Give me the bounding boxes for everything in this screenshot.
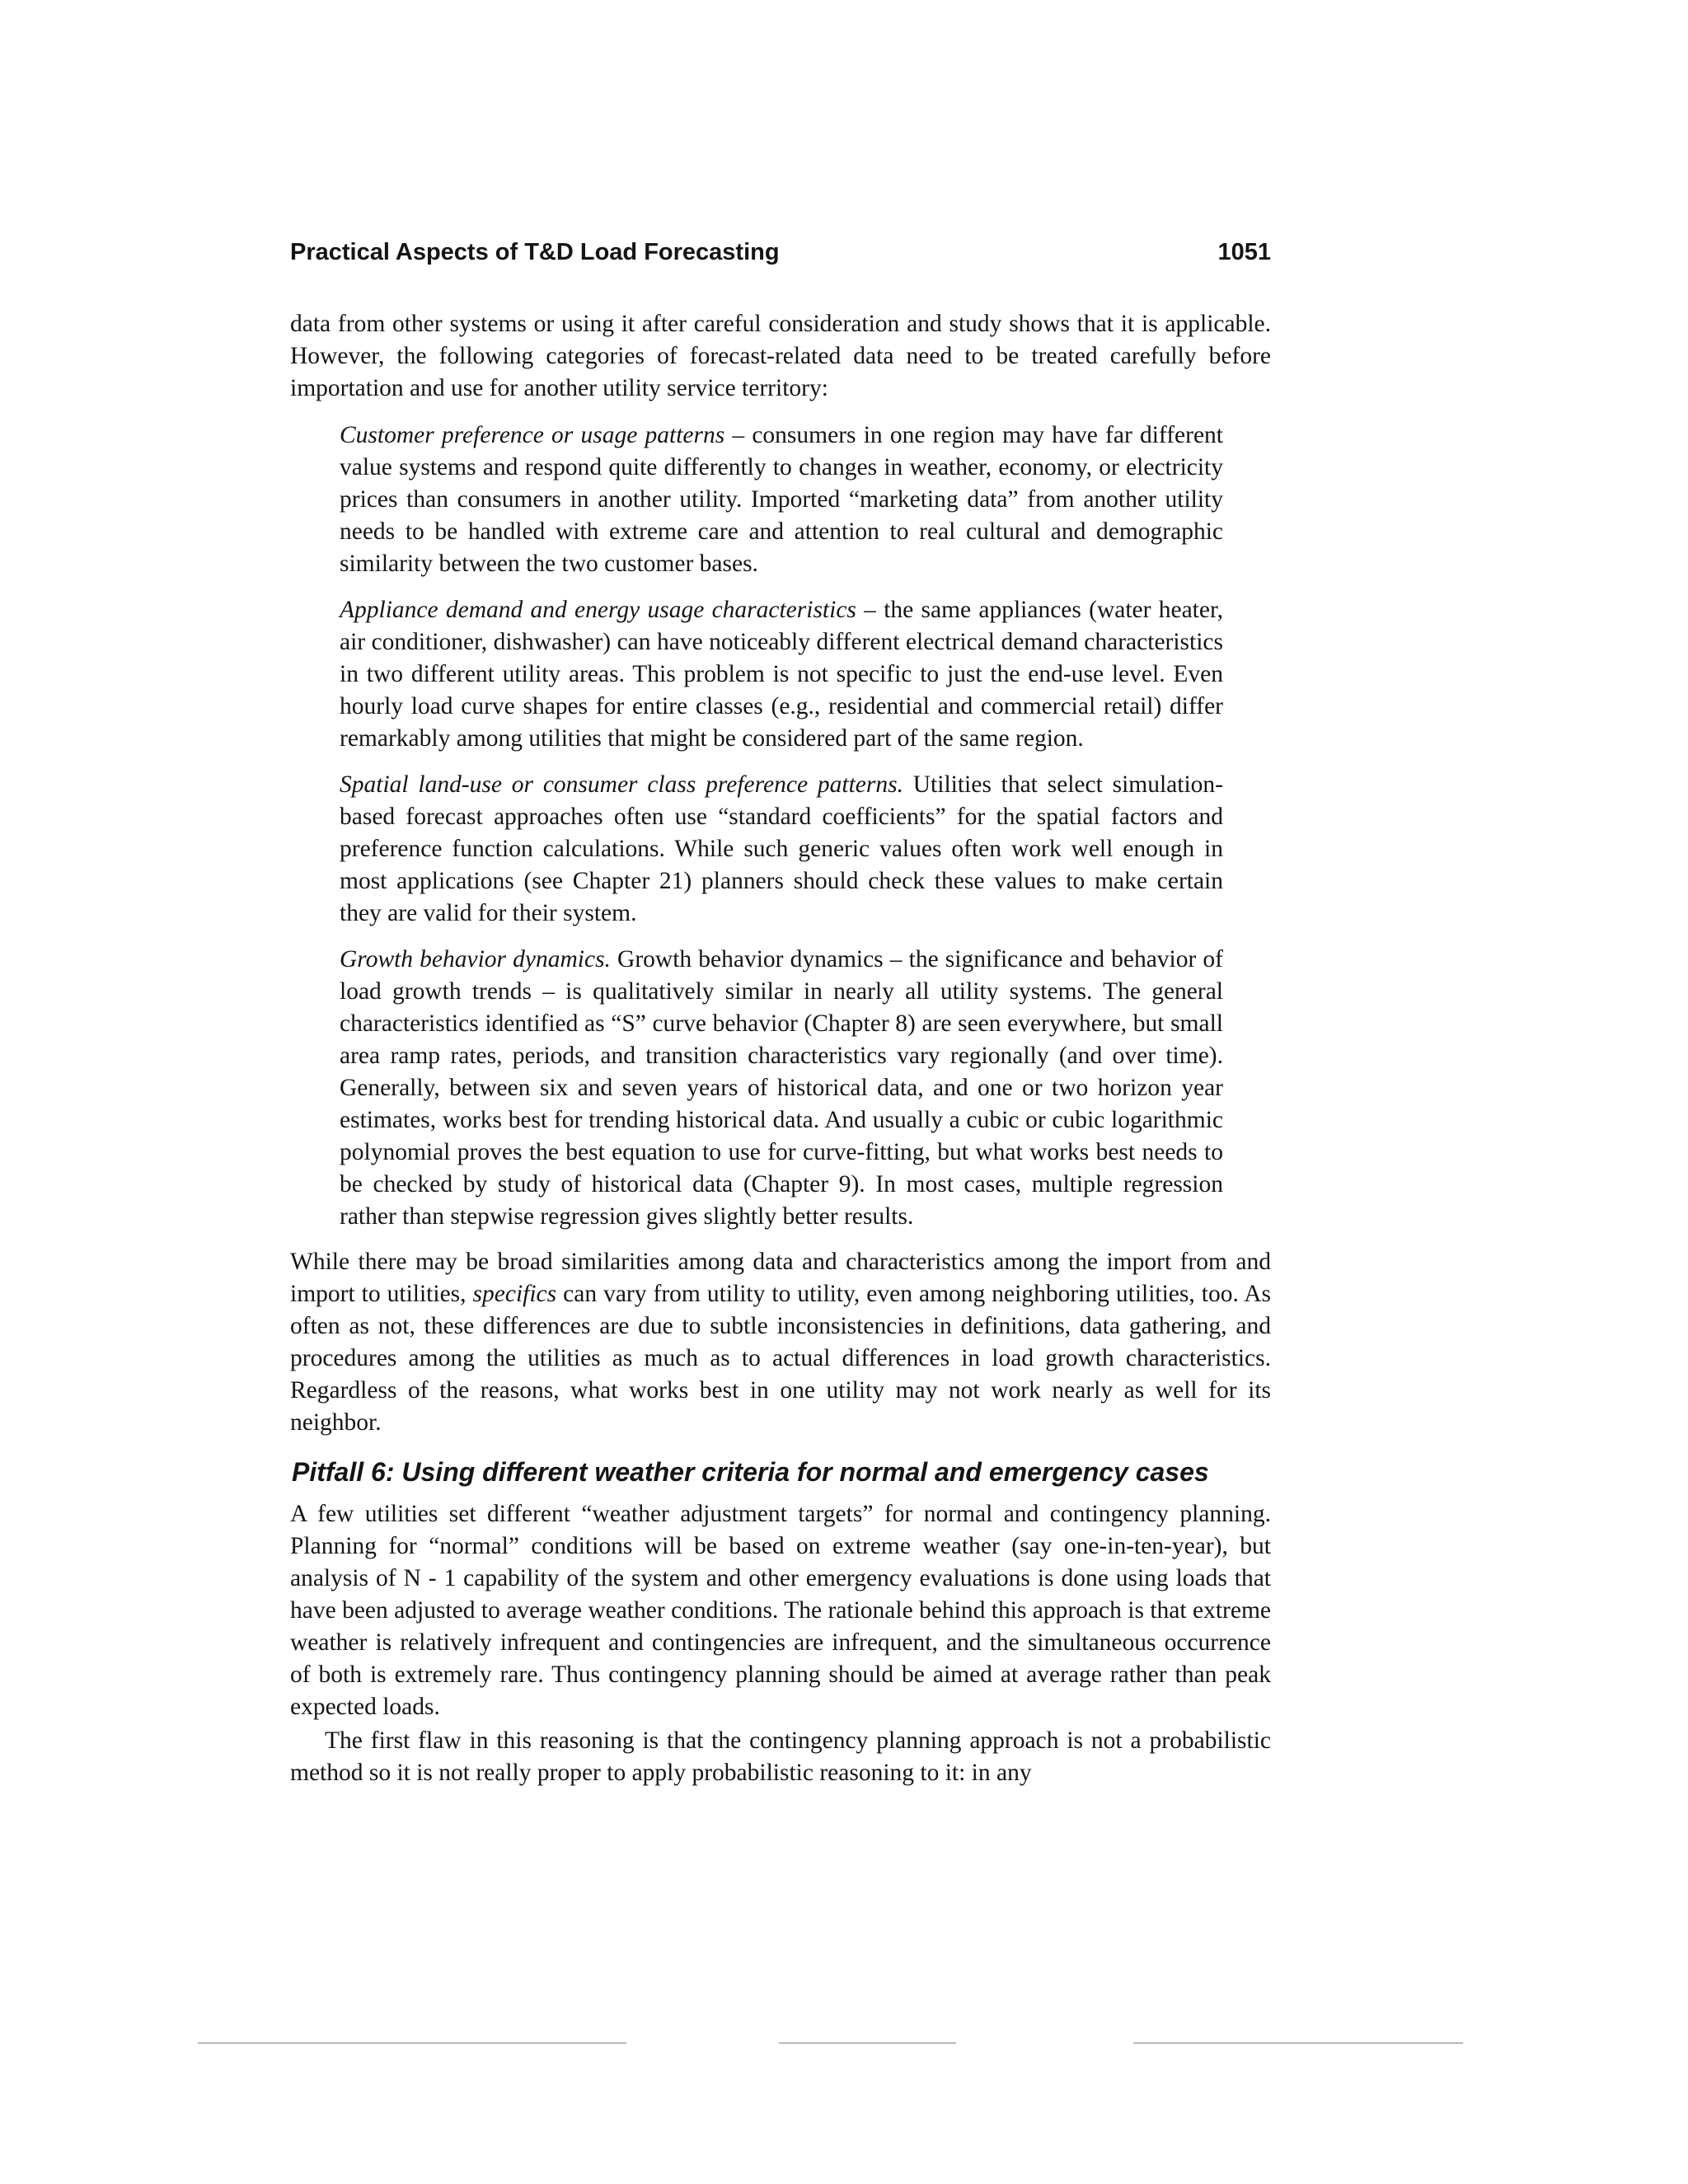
list-item-text: the same appliances (water heater, air conditioner, dishwasher) can have noticeably different electrical demand characteristics in two different utility areas. This problem is not specific to just the end-use level. Even hourly load curve shapes for entire classes (e.g., residential and commercial retail) differ remarkably among utilities that might be considered part of the same region. bbox=[340, 597, 1223, 752]
list-item-text: Utilities that select simulation-based forecast approaches often use “standard coefficients” for the spatial factors and preference function calculations. While such generic values often work well enough in most applications (see Chapter 21) planners should check these values to make certain they are valid for their system. bbox=[340, 771, 1223, 926]
list-item-lead: Appliance demand and energy usage characteristics – bbox=[340, 597, 876, 623]
page-number: 1051 bbox=[1217, 239, 1271, 265]
scan-artifact-line bbox=[198, 2042, 626, 2044]
list-item bbox=[340, 944, 1223, 1233]
summary-text-start: While there may be broad similarities among data and characteristics among the import from and import to utilities, bbox=[290, 1249, 1271, 1307]
section-paragraph: The first flaw in this reasoning is that the contingency planning approach is not a probabilistic method so it is not really proper to apply probabilistic reasoning to it: in any bbox=[290, 1727, 1271, 1786]
list-item-lead: Spatial land-use or consumer class preference patterns. bbox=[340, 771, 903, 798]
summary-paragraph bbox=[290, 1246, 1271, 1439]
section-heading: Pitfall 6: Using different weather criteria for normal and emergency cases bbox=[292, 1457, 1209, 1487]
list-item bbox=[340, 419, 1223, 580]
scan-artifact-line bbox=[779, 2042, 956, 2044]
summary-emphasis: specifics bbox=[472, 1281, 557, 1307]
intro-paragraph: data from other systems or using it after careful consideration and study shows that it is applicable. However, the following categories of forecast-related data need to be treated carefully before importation and use for another utility service territory: bbox=[290, 311, 1271, 401]
list-item-text: Growth behavior dynamics – the significance and behavior of load growth trends – is qualitatively similar in nearly all utility systems. The general characteristics identified as “S” curve behavior (Chapter 8) are seen everywhere, but small area ramp rates, periods, and transition characteristics vary regionally (and over time). Generally, between six and seven years of historical data, and one or two horizon year estimates, works best for trending historical data. And usually a cubic or cubic logarithmic polynomial proves the best equation to use for curve-fitting, but what works best needs to be checked by study of historical data (Chapter 9). In most cases, multiple regression rather than stepwise regression gives slightly better results. bbox=[340, 946, 1223, 1230]
list-item-lead: Customer preference or usage patterns – bbox=[340, 422, 745, 448]
list-item-text: consumers in one region may have far different value systems and respond quite differently to changes in weather, economy, or electricity prices than consumers in another utility. Imported “marketing data” from another utility needs to be handled with extreme care and attention to real cultural and demographic similarity between the two customer bases. bbox=[340, 422, 1223, 577]
running-header bbox=[290, 234, 1271, 270]
list-item-lead: Growth behavior dynamics. bbox=[340, 946, 611, 972]
list-item bbox=[340, 769, 1223, 930]
summary-text-end: can vary from utility to utility, even among neighboring utilities, too. As often as not, these differences are due to subtle inconsistencies in definitions, data gathering, and procedures among the utilities as much as to actual differences in load growth characteristics. Regardless of the reasons, what works best in one utility may not work nearly as well for its neighbor. bbox=[290, 1281, 1272, 1436]
list-item bbox=[340, 594, 1223, 755]
book-page bbox=[290, 234, 1271, 1789]
running-title: Practical Aspects of T&D Load Forecasting bbox=[290, 239, 780, 265]
section-paragraph: A few utilities set different “weather adjustment targets” for normal and contingency planning. Planning for “normal” conditions will be based on extreme weather (say one-in-ten-year), but analysis of N - 1 capability of the system and other emergency evaluations is done using loads that have been adjusted to average weather conditions. The rationale behind this approach is that extreme weather is relatively infrequent and contingencies are infrequent, and the simultaneous occurrence of both is extremely rare. Thus contingency planning should be aimed at average rather than peak expected loads. bbox=[290, 1501, 1271, 1720]
scan-artifact-line bbox=[1133, 2042, 1463, 2044]
